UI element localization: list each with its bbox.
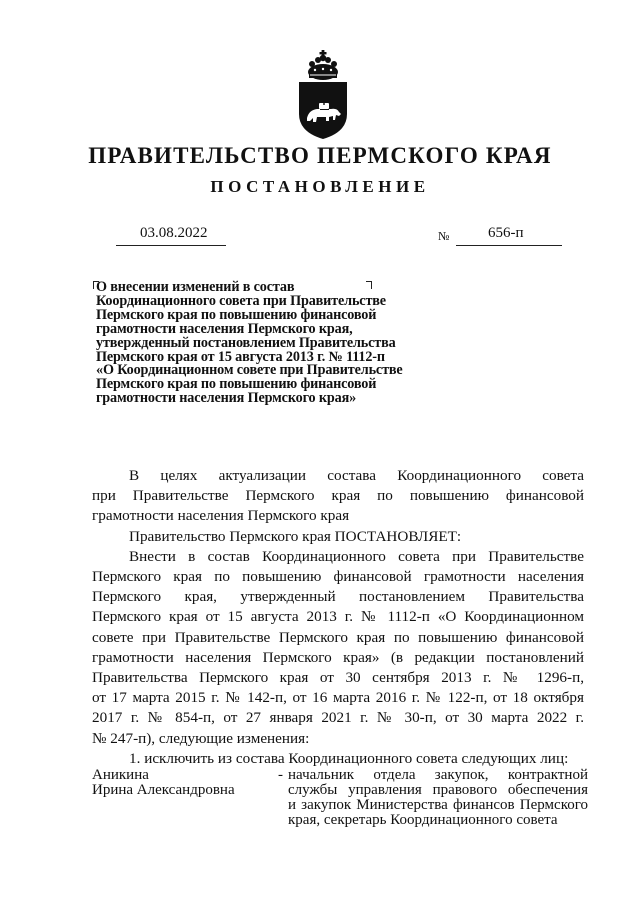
person-given-names: Ирина Александровна [92, 782, 235, 798]
subject-line: Координационного совета при Правительстве [96, 292, 386, 309]
document-number: 656-п [488, 225, 524, 241]
document-type: ПОСТАНОВЛЕНИЕ [210, 177, 430, 196]
body-line: Внести в состав Координационного совета при Правительстве [129, 547, 584, 565]
position-line: края, секретарь Координационного совета [288, 812, 558, 828]
body-line: грамотности населения Пермского края» (в редакции постановлений [92, 648, 584, 666]
resolves-paragraph [92, 527, 584, 547]
subject-line: утвержденный постановлением Правительства [96, 334, 396, 351]
body-line: 2017 г. № 854-п, от 27 января 2021 г. № 30-п, от 30 марта 2022 г. [92, 709, 584, 727]
document-body [92, 466, 584, 769]
position-line: начальник отдела закупок, контрактной [288, 767, 588, 783]
body-line: при Правительстве Пермского края по повышению финансовой [92, 487, 584, 505]
document-date: 03.08.2022 [140, 225, 208, 241]
subject-line: грамотности населения Пермского края» [96, 390, 357, 407]
person-dash: - [278, 767, 283, 783]
date-field [116, 225, 226, 246]
body-line: № 247-п), следующие изменения: [92, 729, 310, 747]
position-line: службы управления правового обеспечения [288, 782, 588, 798]
person-position [288, 768, 588, 828]
person-surname: Аникина [92, 767, 149, 783]
preamble-paragraph [92, 466, 584, 527]
body-line: Правительства Пермского края от 30 сентября 2013 г. № 1296-п, [92, 669, 584, 687]
body-line: от 17 марта 2015 г. № 142-п, от 16 марта 2016 г. № 122-п, от 18 октября [92, 689, 584, 707]
subject-line: Пермского края по повышению финансовой [96, 306, 377, 323]
perm-krai-coat-of-arms-icon [293, 48, 353, 140]
number-field [438, 225, 562, 245]
body-line: В целях актуализации состава Координационного совета [129, 467, 584, 484]
number-underline [456, 225, 562, 246]
resolves-text: Правительство Пермского края ПОСТАНОВЛЯЕТ: [129, 527, 462, 545]
subject-line: Пермского края по повышению финансовой [96, 376, 377, 393]
item-1-text: 1. исключить из состава Координационного совета следующих лиц: [129, 749, 569, 767]
number-sign: № [438, 229, 450, 243]
body-line: Пермского края, утвержденный постановлением Правительства [92, 588, 584, 606]
subject-line: Пермского края от 15 августа 2013 г. № 1112-п [96, 348, 385, 365]
position-line: и закупок Министерства финансов Пермского [288, 797, 588, 813]
amendment-paragraph [92, 547, 584, 749]
body-line: Пермского края по повышению финансовой грамотности населения [92, 568, 584, 586]
subject-line: О внесении изменений в состав [96, 279, 295, 295]
government-title: ПРАВИТЕЛЬСТВО ПЕРМСКОГО КРАЯ [88, 143, 552, 168]
person-name [92, 768, 272, 798]
subject-line: грамотности населения Пермского края, [96, 320, 353, 337]
subject-line: «О Координационном совете при Правительстве [96, 362, 403, 379]
body-line: совете при Правительстве Пермского края по повышению финансовой [92, 628, 584, 646]
document-subject [96, 281, 441, 406]
body-line: Пермского края от 15 августа 2013 г. № 1112-п «О Координационном [92, 608, 584, 626]
body-line: грамотности населения Пермского края [92, 507, 350, 525]
